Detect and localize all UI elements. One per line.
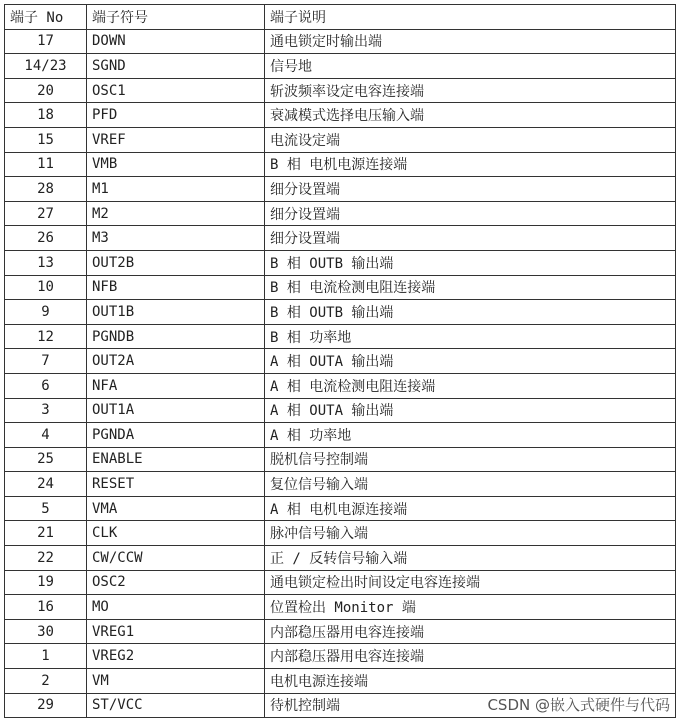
header-no: 端子 No [5, 5, 87, 30]
pin-description-cell: B 相 OUTB 输出端 [265, 250, 676, 275]
pin-number-cell: 29 [5, 693, 87, 718]
pin-description-cell: 位置检出 Monitor 端 [265, 595, 676, 620]
pin-number-cell: 25 [5, 447, 87, 472]
pin-number-cell: 13 [5, 250, 87, 275]
header-desc: 端子说明 [265, 5, 676, 30]
table-row [5, 595, 676, 620]
table-row [5, 423, 676, 448]
table-row [5, 29, 676, 54]
pin-description-cell: A 相 OUTA 输出端 [265, 398, 676, 423]
pin-symbol-cell: CLK [87, 521, 265, 546]
pin-symbol-cell: M1 [87, 177, 265, 202]
table-row [5, 644, 676, 669]
pin-symbol-cell: DOWN [87, 29, 265, 54]
table-row [5, 669, 676, 694]
pin-number-cell: 27 [5, 201, 87, 226]
pin-symbol-cell: OUT2B [87, 250, 265, 275]
pin-number-cell: 3 [5, 398, 87, 423]
table-row [5, 78, 676, 103]
pin-number-cell: 6 [5, 373, 87, 398]
pin-description-cell: 待机控制端 [265, 693, 676, 718]
pin-symbol-cell: NFA [87, 373, 265, 398]
pin-symbol-cell: NFB [87, 275, 265, 300]
table-row [5, 103, 676, 128]
pin-description-cell: 内部稳压器用电容连接端 [265, 619, 676, 644]
table-row [5, 398, 676, 423]
pin-description-cell: 细分设置端 [265, 201, 676, 226]
pin-symbol-cell: ENABLE [87, 447, 265, 472]
table-row [5, 152, 676, 177]
table-row [5, 300, 676, 325]
table-row [5, 619, 676, 644]
pin-symbol-cell: M3 [87, 226, 265, 251]
watermark: CSDN @嵌入式硬件与代码 [487, 696, 670, 714]
pin-description-cell: A 相 电机电源连接端 [265, 496, 676, 521]
table-row [5, 226, 676, 251]
pin-description-cell: B 相 OUTB 输出端 [265, 300, 676, 325]
pin-symbol-cell: PFD [87, 103, 265, 128]
pin-description-cell: 电流设定端 [265, 127, 676, 152]
pin-number-cell: 26 [5, 226, 87, 251]
pin-number-cell: 5 [5, 496, 87, 521]
pin-number-cell: 19 [5, 570, 87, 595]
pin-number-cell: 17 [5, 29, 87, 54]
table-row [5, 447, 676, 472]
pin-description-cell: A 相 OUTA 输出端 [265, 349, 676, 374]
pin-symbol-cell: M2 [87, 201, 265, 226]
pin-description-cell: A 相 电流检测电阻连接端 [265, 373, 676, 398]
table-row [5, 373, 676, 398]
pin-number-cell: 15 [5, 127, 87, 152]
pin-symbol-cell: PGNDA [87, 423, 265, 448]
pin-number-cell: 16 [5, 595, 87, 620]
pin-symbol-cell: OUT1A [87, 398, 265, 423]
pin-description-cell: 复位信号输入端 [265, 472, 676, 497]
pin-table [4, 4, 676, 718]
pin-number-cell: 21 [5, 521, 87, 546]
pin-symbol-cell: VREG2 [87, 644, 265, 669]
table-row [5, 496, 676, 521]
pin-number-cell: 30 [5, 619, 87, 644]
header-symbol: 端子符号 [87, 5, 265, 30]
pin-description-cell: 衰减模式选择电压输入端 [265, 103, 676, 128]
pin-number-cell: 1 [5, 644, 87, 669]
pin-description-cell: 正 / 反转信号输入端 [265, 546, 676, 571]
pin-symbol-cell: VMB [87, 152, 265, 177]
pin-number-cell: 28 [5, 177, 87, 202]
table-row [5, 127, 676, 152]
pin-symbol-cell: ST/VCC [87, 693, 265, 718]
pin-symbol-cell: VREF [87, 127, 265, 152]
pin-description-cell: 内部稳压器用电容连接端 [265, 644, 676, 669]
pin-description-cell: 脱机信号控制端 [265, 447, 676, 472]
pin-symbol-cell: VMA [87, 496, 265, 521]
pin-number-cell: 12 [5, 324, 87, 349]
pin-description-cell: 细分设置端 [265, 177, 676, 202]
table-row [5, 201, 676, 226]
pin-symbol-cell: RESET [87, 472, 265, 497]
table-row [5, 546, 676, 571]
pin-symbol-cell: OUT1B [87, 300, 265, 325]
table-row [5, 177, 676, 202]
pin-number-cell: 4 [5, 423, 87, 448]
pin-number-cell: 7 [5, 349, 87, 374]
pin-symbol-cell: MO [87, 595, 265, 620]
pin-number-cell: 10 [5, 275, 87, 300]
pin-description-cell: 电机电源连接端 [265, 669, 676, 694]
pin-description-cell: 通电锁定检出时间设定电容连接端 [265, 570, 676, 595]
pin-number-cell: 20 [5, 78, 87, 103]
pin-symbol-cell: PGNDB [87, 324, 265, 349]
pin-symbol-cell: OSC1 [87, 78, 265, 103]
pin-description-cell: B 相 功率地 [265, 324, 676, 349]
table-row [5, 521, 676, 546]
pin-number-cell: 18 [5, 103, 87, 128]
pin-description-cell: B 相 电机电源连接端 [265, 152, 676, 177]
pin-symbol-cell: SGND [87, 54, 265, 79]
table-row [5, 324, 676, 349]
table-row [5, 472, 676, 497]
table-row [5, 570, 676, 595]
header-row [5, 5, 676, 30]
pin-number-cell: 11 [5, 152, 87, 177]
pin-symbol-cell: OUT2A [87, 349, 265, 374]
pin-symbol-cell: OSC2 [87, 570, 265, 595]
pin-number-cell: 2 [5, 669, 87, 694]
pin-description-cell: 脉冲信号输入端 [265, 521, 676, 546]
table-row [5, 250, 676, 275]
table-row [5, 349, 676, 374]
pin-description-cell: 通电锁定时输出端 [265, 29, 676, 54]
pin-description-cell: 信号地 [265, 54, 676, 79]
pin-number-cell: 24 [5, 472, 87, 497]
pin-description-cell: 细分设置端 [265, 226, 676, 251]
pin-number-cell: 22 [5, 546, 87, 571]
table-row [5, 54, 676, 79]
table-row [5, 275, 676, 300]
pin-symbol-cell: VM [87, 669, 265, 694]
pin-number-cell: 9 [5, 300, 87, 325]
pin-description-cell: B 相 电流检测电阻连接端 [265, 275, 676, 300]
pin-symbol-cell: VREG1 [87, 619, 265, 644]
pin-number-cell: 14/23 [5, 54, 87, 79]
pin-description-cell: A 相 功率地 [265, 423, 676, 448]
pin-description-cell: 斩波频率设定电容连接端 [265, 78, 676, 103]
pin-symbol-cell: CW/CCW [87, 546, 265, 571]
